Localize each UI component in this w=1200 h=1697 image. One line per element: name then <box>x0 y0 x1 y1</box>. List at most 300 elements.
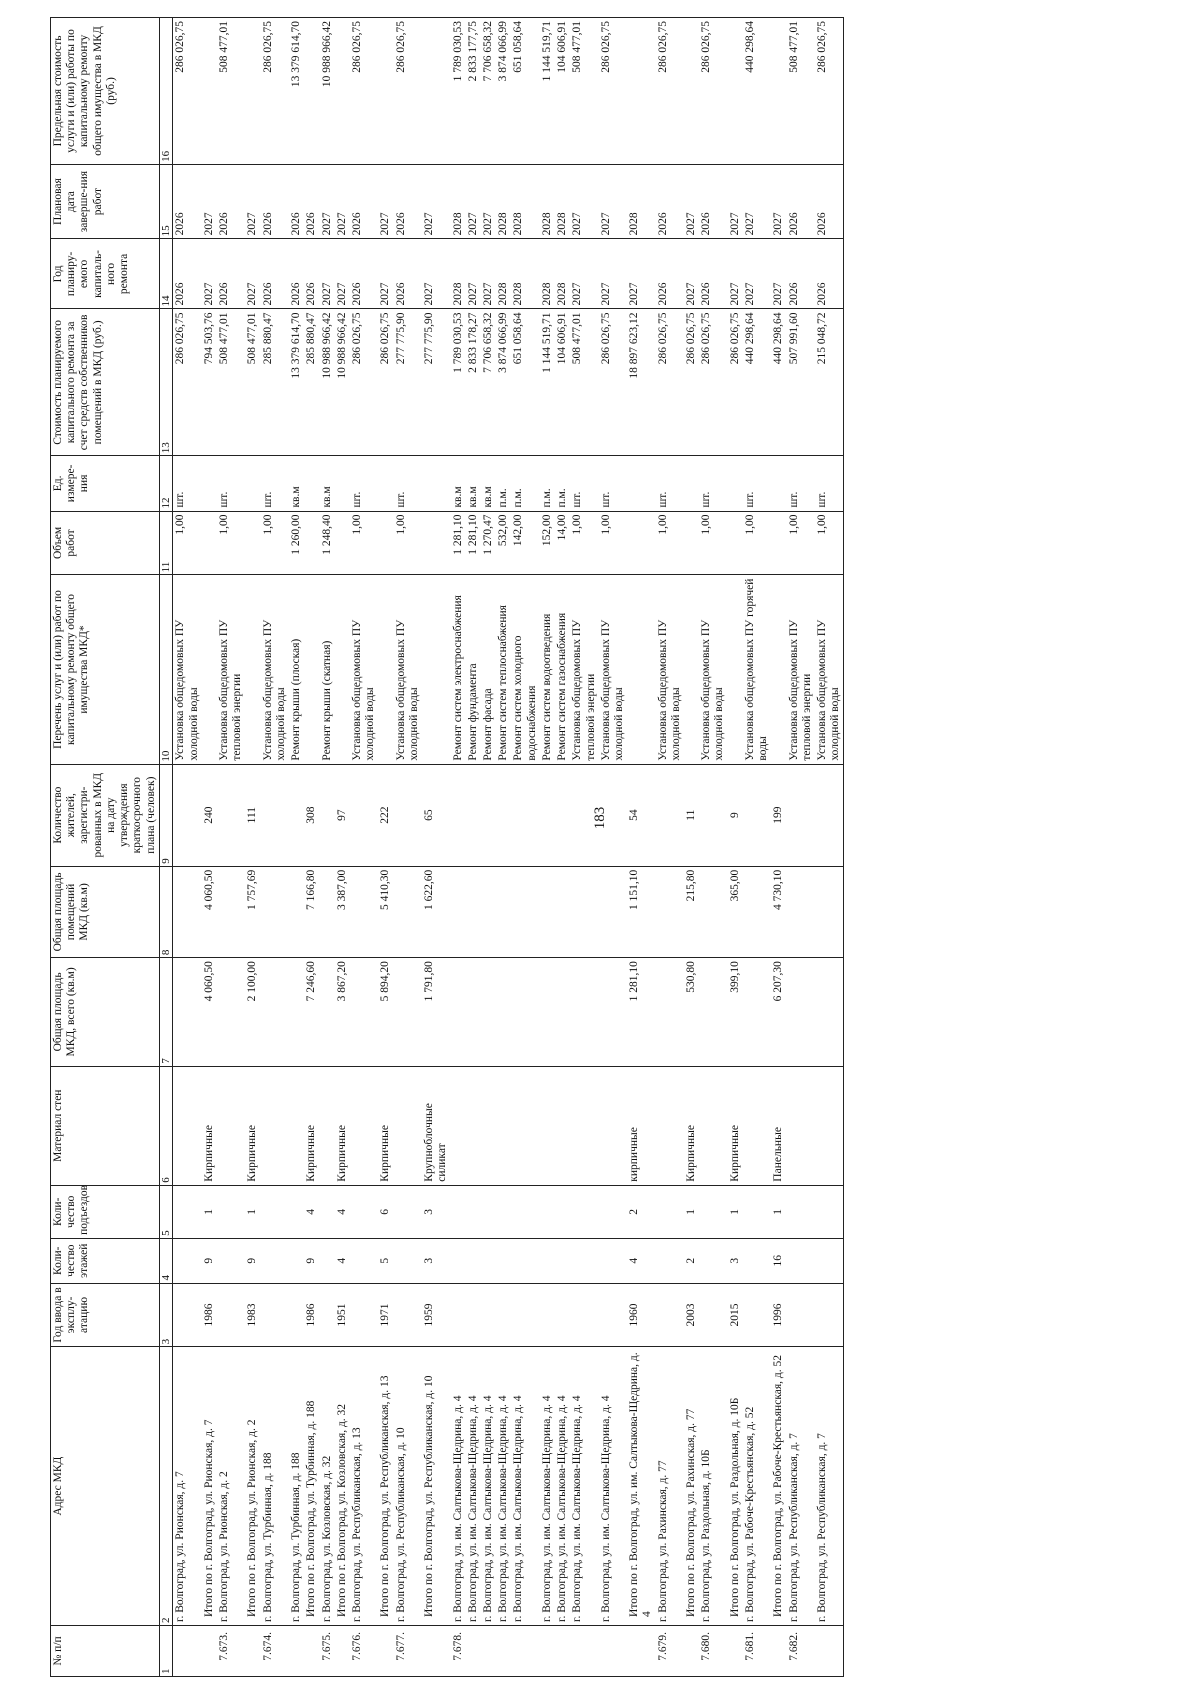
work-type-cell <box>335 575 350 764</box>
premises-area-cell: 1 151,10 <box>627 866 655 957</box>
wall-material-cell: Кирпичные <box>684 1066 699 1185</box>
premises-area-cell <box>743 866 771 957</box>
page-number: 183 <box>592 806 608 830</box>
residents-cell: 308 <box>304 764 319 866</box>
year-built-cell: 2015 <box>728 1283 743 1347</box>
address-cell: г. Волгоград, ул. Рионская, д. 7 <box>173 1347 202 1626</box>
table-row <box>350 18 378 1677</box>
planned-cost-cell: 10 988 966,42 <box>320 309 335 456</box>
limit-cost-cell <box>684 18 699 165</box>
total-area-cell <box>599 958 627 1066</box>
floors-cell <box>496 1238 511 1283</box>
premises-area-cell: 4 060,50 <box>202 866 217 957</box>
wall-material-cell <box>570 1066 598 1185</box>
floors-cell <box>540 1238 555 1283</box>
total-area-cell: 7 246,60 <box>304 958 319 1066</box>
completion-date-cell: 2026 <box>173 164 202 238</box>
wall-material-cell: Кирпичные <box>245 1066 260 1185</box>
address-cell: г. Волгоград, ул. Республиканская, д. 7 <box>787 1347 815 1626</box>
work-volume-cell: 1 281,10 <box>451 511 466 575</box>
year-built-cell <box>787 1283 815 1347</box>
entrances-cell <box>699 1185 727 1238</box>
floors-cell: 4 <box>335 1238 350 1283</box>
work-volume-cell: 1,00 <box>787 511 815 575</box>
header-cell: Материал стен <box>51 1066 160 1185</box>
entrances-cell: 2 <box>627 1185 655 1238</box>
row-number-cell: 7.680. <box>699 1625 727 1676</box>
column-number: 7 <box>159 958 173 1066</box>
premises-area-cell: 1 757,69 <box>245 866 260 957</box>
premises-area-cell <box>511 866 539 957</box>
total-area-cell: 4 060,50 <box>202 958 217 1066</box>
limit-cost-cell <box>202 18 217 165</box>
limit-cost-cell: 508 477,01 <box>787 18 815 165</box>
floors-cell: 16 <box>771 1238 786 1283</box>
address-cell: г. Волгоград, ул. им. Салтыкова-Щедрина, д. 4 <box>570 1347 598 1626</box>
address-cell: г. Волгоград, ул. Рахинская, д. 77 <box>656 1347 684 1626</box>
address-cell: Итого по г. Волгоград, ул. Рабоче-Крестьянская, д. 52 <box>771 1347 786 1626</box>
planned-year-cell: 2026 <box>699 239 727 309</box>
floors-cell <box>787 1238 815 1283</box>
wall-material-cell <box>787 1066 815 1185</box>
premises-area-cell <box>555 866 570 957</box>
completion-date-cell: 2026 <box>815 164 844 238</box>
work-type-cell <box>202 575 217 764</box>
year-built-cell <box>599 1283 627 1347</box>
total-row <box>627 18 655 1677</box>
work-volume-cell: 1 248,40 <box>320 511 335 575</box>
entrances-cell <box>289 1185 304 1238</box>
floors-cell: 3 <box>728 1238 743 1283</box>
work-volume-cell: 1,00 <box>261 511 289 575</box>
entrances-cell <box>570 1185 598 1238</box>
entrances-cell: 1 <box>245 1185 260 1238</box>
work-type-cell: Ремонт крыши (плоская) <box>289 575 304 764</box>
unit-cell: шт. <box>815 456 844 511</box>
floors-cell <box>815 1238 844 1283</box>
floors-cell <box>570 1238 598 1283</box>
year-built-cell <box>656 1283 684 1347</box>
column-number: 9 <box>159 764 173 866</box>
floors-cell: 9 <box>245 1238 260 1283</box>
premises-area-cell <box>261 866 289 957</box>
work-type-cell: Установка общедомовых ПУ холодной воды <box>815 575 844 764</box>
floors-cell <box>466 1238 481 1283</box>
row-number-cell <box>771 1625 786 1676</box>
column-number: 5 <box>159 1185 173 1238</box>
total-row <box>304 18 319 1677</box>
work-volume-cell <box>304 511 319 575</box>
wall-material-cell <box>261 1066 289 1185</box>
table-row <box>481 18 496 1677</box>
total-area-cell: 2 100,00 <box>245 958 260 1066</box>
column-number: 4 <box>159 1238 173 1283</box>
work-volume-cell: 1,00 <box>599 511 627 575</box>
header-cell: Перечень услуг и (или) работ по капитальному ремонту общего имущества МКД* <box>51 575 160 764</box>
total-area-cell <box>394 958 422 1066</box>
planned-cost-cell: 507 991,60 <box>787 309 815 456</box>
floors-cell: 9 <box>202 1238 217 1283</box>
work-volume-cell <box>771 511 786 575</box>
row-number-cell <box>378 1625 393 1676</box>
table-row <box>451 18 466 1677</box>
completion-date-cell: 2028 <box>627 164 655 238</box>
completion-date-cell: 2027 <box>728 164 743 238</box>
limit-cost-cell: 651 058,64 <box>511 18 539 165</box>
completion-date-cell: 2026 <box>304 164 319 238</box>
total-area-cell: 5 894,20 <box>378 958 393 1066</box>
work-volume-cell: 1,00 <box>217 511 245 575</box>
work-type-cell: Ремонт систем теплоснабжения <box>496 575 511 764</box>
work-volume-cell <box>245 511 260 575</box>
residents-cell <box>787 764 815 866</box>
wall-material-cell: Крупноблочные силикат <box>422 1066 450 1185</box>
floors-cell: 2 <box>684 1238 699 1283</box>
unit-cell <box>335 456 350 511</box>
unit-cell: кв.м <box>289 456 304 511</box>
year-built-cell <box>289 1283 304 1347</box>
planned-cost-cell: 508 477,01 <box>217 309 245 456</box>
limit-cost-cell <box>245 18 260 165</box>
planned-year-cell: 2026 <box>656 239 684 309</box>
planned-year-cell: 2026 <box>261 239 289 309</box>
residents-cell <box>350 764 378 866</box>
work-type-cell: Установка общедомовых ПУ холодной воды <box>599 575 627 764</box>
planned-year-cell: 2028 <box>511 239 539 309</box>
table-body <box>173 18 844 1677</box>
row-number-cell <box>511 1625 539 1676</box>
address-cell: Итого по г. Волгоград, ул. Турбинная, д. 188 <box>304 1347 319 1626</box>
planned-cost-cell: 13 379 614,70 <box>289 309 304 456</box>
residents-cell <box>815 764 844 866</box>
premises-area-cell <box>320 866 335 957</box>
floors-cell <box>511 1238 539 1283</box>
work-type-cell <box>245 575 260 764</box>
work-type-cell <box>728 575 743 764</box>
planned-cost-cell: 794 503,76 <box>202 309 217 456</box>
column-number: 15 <box>159 164 173 238</box>
limit-cost-cell <box>304 18 319 165</box>
wall-material-cell <box>540 1066 555 1185</box>
limit-cost-cell <box>378 18 393 165</box>
wall-material-cell <box>481 1066 496 1185</box>
total-area-cell: 1 791,80 <box>422 958 450 1066</box>
address-cell: г. Волгоград, ул. Рабоче-Крестьянская, д. 52 <box>743 1347 771 1626</box>
work-volume-cell: 152,00 <box>540 511 555 575</box>
floors-cell: 9 <box>304 1238 319 1283</box>
unit-cell: шт. <box>743 456 771 511</box>
residents-cell: 111 <box>245 764 260 866</box>
planned-cost-cell: 286 026,75 <box>350 309 378 456</box>
planned-cost-cell: 508 477,01 <box>245 309 260 456</box>
planned-cost-cell: 277 775,90 <box>422 309 450 456</box>
row-number-cell: 7.677. <box>394 1625 422 1676</box>
unit-cell: шт. <box>217 456 245 511</box>
year-built-cell <box>540 1283 555 1347</box>
address-cell: Итого по г. Волгоград, ул. Республиканская, д. 10 <box>422 1347 450 1626</box>
entrances-cell <box>599 1185 627 1238</box>
total-area-cell <box>656 958 684 1066</box>
planned-cost-cell: 18 897 623,12 <box>627 309 655 456</box>
planned-year-cell: 2027 <box>743 239 771 309</box>
total-area-cell <box>555 958 570 1066</box>
wall-material-cell <box>815 1066 844 1185</box>
year-built-cell <box>320 1283 335 1347</box>
column-number: 2 <box>159 1347 173 1626</box>
completion-date-cell: 2026 <box>787 164 815 238</box>
work-type-cell: Ремонт фундамента <box>466 575 481 764</box>
planned-year-cell: 2026 <box>173 239 202 309</box>
unit-cell: шт. <box>394 456 422 511</box>
address-cell: г. Волгоград, ул. им. Салтыкова-Щедрина, д. 4 <box>555 1347 570 1626</box>
total-area-cell <box>173 958 202 1066</box>
row-number-cell: 7.676. <box>350 1625 378 1676</box>
floors-cell <box>289 1238 304 1283</box>
work-volume-cell: 1,00 <box>350 511 378 575</box>
limit-cost-cell <box>422 18 450 165</box>
total-area-cell <box>451 958 466 1066</box>
floors-cell: 3 <box>422 1238 450 1283</box>
work-type-cell: Установка общедомовых ПУ холодной воды <box>173 575 202 764</box>
total-row <box>684 18 699 1677</box>
unit-cell: кв.м <box>451 456 466 511</box>
planned-year-cell: 2027 <box>422 239 450 309</box>
work-type-cell <box>684 575 699 764</box>
planned-cost-cell: 3 874 066,99 <box>496 309 511 456</box>
limit-cost-cell: 286 026,75 <box>656 18 684 165</box>
row-number-cell <box>599 1625 627 1676</box>
work-type-cell: Установка общедомовых ПУ горячей воды <box>743 575 771 764</box>
row-number-cell <box>815 1625 844 1676</box>
row-number-cell: 7.682. <box>787 1625 815 1676</box>
table-row <box>173 18 202 1677</box>
residents-cell: 199 <box>771 764 786 866</box>
residents-cell: 65 <box>422 764 450 866</box>
row-number-cell <box>289 1625 304 1676</box>
completion-date-cell: 2026 <box>217 164 245 238</box>
limit-cost-cell: 286 026,75 <box>350 18 378 165</box>
table-row <box>496 18 511 1677</box>
unit-cell <box>684 456 699 511</box>
total-area-cell <box>511 958 539 1066</box>
table-row <box>787 18 815 1677</box>
work-type-cell <box>771 575 786 764</box>
column-number: 16 <box>159 18 173 165</box>
address-cell: Итого по г. Волгоград, ул. Рионская, д. 2 <box>245 1347 260 1626</box>
column-number-row <box>159 18 173 1677</box>
work-volume-cell: 1 260,00 <box>289 511 304 575</box>
row-number-cell <box>335 1625 350 1676</box>
residents-cell <box>451 764 466 866</box>
wall-material-cell <box>699 1066 727 1185</box>
completion-date-cell: 2027 <box>202 164 217 238</box>
year-built-cell: 1986 <box>202 1283 217 1347</box>
premises-area-cell: 7 166,80 <box>304 866 319 957</box>
residents-cell: 9 <box>728 764 743 866</box>
premises-area-cell <box>350 866 378 957</box>
planned-cost-cell: 277 775,90 <box>394 309 422 456</box>
work-type-cell: Установка общедомовых ПУ холодной воды <box>699 575 727 764</box>
unit-cell: шт. <box>261 456 289 511</box>
total-area-cell: 399,10 <box>728 958 743 1066</box>
planned-cost-cell: 2 833 178,27 <box>466 309 481 456</box>
table-row <box>289 18 304 1677</box>
work-volume-cell <box>378 511 393 575</box>
header-cell: Общая площадь МКД, всего (кв.м) <box>51 958 160 1066</box>
residents-cell <box>173 764 202 866</box>
planned-year-cell: 2027 <box>466 239 481 309</box>
floors-cell <box>394 1238 422 1283</box>
year-built-cell: 1983 <box>245 1283 260 1347</box>
total-area-cell <box>350 958 378 1066</box>
total-area-cell <box>787 958 815 1066</box>
planned-year-cell: 2028 <box>496 239 511 309</box>
residents-cell: 54 <box>627 764 655 866</box>
completion-date-cell: 2028 <box>451 164 466 238</box>
column-number: 1 <box>159 1625 173 1676</box>
address-cell: г. Волгоград, ул. Республиканская, д. 10 <box>394 1347 422 1626</box>
limit-cost-cell: 3 874 066,99 <box>496 18 511 165</box>
year-built-cell: 1971 <box>378 1283 393 1347</box>
planned-cost-cell: 1 144 519,71 <box>540 309 555 456</box>
wall-material-cell <box>217 1066 245 1185</box>
unit-cell: п.м. <box>496 456 511 511</box>
work-volume-cell: 1,00 <box>815 511 844 575</box>
address-cell: г. Волгоград, ул. Рионская, д. 2 <box>217 1347 245 1626</box>
planned-cost-cell: 215 048,72 <box>815 309 844 456</box>
work-type-cell: Ремонт систем электроснабжения <box>451 575 466 764</box>
table-row <box>656 18 684 1677</box>
total-row <box>378 18 393 1677</box>
planned-year-cell: 2027 <box>320 239 335 309</box>
column-number: 13 <box>159 309 173 456</box>
completion-date-cell: 2028 <box>496 164 511 238</box>
limit-cost-cell: 2 833 177,75 <box>466 18 481 165</box>
unit-cell: п.м. <box>511 456 539 511</box>
work-volume-cell <box>422 511 450 575</box>
work-volume-cell: 1,00 <box>570 511 598 575</box>
address-cell: г. Волгоград, ул. Козловская, д. 32 <box>320 1347 335 1626</box>
table-row <box>261 18 289 1677</box>
planned-year-cell: 2028 <box>555 239 570 309</box>
work-type-cell: Установка общедомовых ПУ тепловой энергии <box>217 575 245 764</box>
planned-year-cell: 2027 <box>245 239 260 309</box>
total-row <box>771 18 786 1677</box>
header-cell: Стоимость планируемого капитального ремонта за счет средств собственников помещений в МКД (руб.) <box>51 309 160 456</box>
table-row <box>466 18 481 1677</box>
header-cell: Ед. измере-ния <box>51 456 160 511</box>
year-built-cell <box>451 1283 466 1347</box>
residents-cell <box>540 764 555 866</box>
year-built-cell: 1960 <box>627 1283 655 1347</box>
table-row <box>540 18 555 1677</box>
wall-material-cell: Кирпичные <box>304 1066 319 1185</box>
premises-area-cell: 215,80 <box>684 866 699 957</box>
wall-material-cell <box>466 1066 481 1185</box>
completion-date-cell: 2027 <box>570 164 598 238</box>
year-built-cell <box>555 1283 570 1347</box>
total-area-cell <box>496 958 511 1066</box>
floors-cell <box>481 1238 496 1283</box>
limit-cost-cell: 508 477,01 <box>217 18 245 165</box>
planned-cost-cell: 286 026,75 <box>684 309 699 456</box>
work-volume-cell: 532,00 <box>496 511 511 575</box>
floors-cell <box>451 1238 466 1283</box>
header-row <box>51 18 160 1677</box>
total-area-cell: 6 207,30 <box>771 958 786 1066</box>
planned-cost-cell: 7 706 658,32 <box>481 309 496 456</box>
work-type-cell <box>378 575 393 764</box>
completion-date-cell: 2026 <box>656 164 684 238</box>
row-number-cell <box>496 1625 511 1676</box>
planned-year-cell: 2028 <box>451 239 466 309</box>
unit-cell: п.м. <box>555 456 570 511</box>
total-area-cell <box>320 958 335 1066</box>
limit-cost-cell: 286 026,75 <box>173 18 202 165</box>
planned-cost-cell: 285 880,47 <box>261 309 289 456</box>
premises-area-cell <box>173 866 202 957</box>
year-built-cell <box>217 1283 245 1347</box>
premises-area-cell <box>570 866 598 957</box>
row-number-cell <box>627 1625 655 1676</box>
entrances-cell <box>466 1185 481 1238</box>
work-type-cell: Установка общедомовых ПУ холодной воды <box>394 575 422 764</box>
address-cell: Итого по г. Волгоград, ул. Козловская, д. 32 <box>335 1347 350 1626</box>
floors-cell <box>350 1238 378 1283</box>
address-cell: г. Волгоград, ул. им. Салтыкова-Щедрина, д. 4 <box>496 1347 511 1626</box>
completion-date-cell: 2026 <box>699 164 727 238</box>
table-row <box>599 18 627 1677</box>
wall-material-cell <box>599 1066 627 1185</box>
limit-cost-cell: 286 026,75 <box>815 18 844 165</box>
unit-cell <box>245 456 260 511</box>
premises-area-cell <box>451 866 466 957</box>
unit-cell: шт. <box>173 456 202 511</box>
year-built-cell <box>350 1283 378 1347</box>
entrances-cell <box>815 1185 844 1238</box>
residents-cell <box>394 764 422 866</box>
column-number: 14 <box>159 239 173 309</box>
year-built-cell <box>481 1283 496 1347</box>
completion-date-cell: 2027 <box>481 164 496 238</box>
table-row <box>570 18 598 1677</box>
year-built-cell <box>815 1283 844 1347</box>
entrances-cell <box>743 1185 771 1238</box>
residents-cell: 240 <box>202 764 217 866</box>
wall-material-cell <box>350 1066 378 1185</box>
planned-year-cell: 2026 <box>394 239 422 309</box>
year-built-cell: 1951 <box>335 1283 350 1347</box>
completion-date-cell: 2027 <box>422 164 450 238</box>
work-volume-cell <box>684 511 699 575</box>
address-cell: г. Волгоград, ул. им. Салтыкова-Щедрина, д. 4 <box>466 1347 481 1626</box>
work-type-cell <box>304 575 319 764</box>
planned-year-cell: 2027 <box>335 239 350 309</box>
year-built-cell <box>699 1283 727 1347</box>
planned-year-cell: 2026 <box>350 239 378 309</box>
work-volume-cell <box>728 511 743 575</box>
premises-area-cell <box>540 866 555 957</box>
total-row <box>245 18 260 1677</box>
planned-cost-cell: 286 026,75 <box>599 309 627 456</box>
planned-year-cell: 2026 <box>815 239 844 309</box>
wall-material-cell <box>555 1066 570 1185</box>
wall-material-cell <box>743 1066 771 1185</box>
planned-year-cell: 2027 <box>378 239 393 309</box>
year-built-cell <box>394 1283 422 1347</box>
entrances-cell: 6 <box>378 1185 393 1238</box>
work-volume-cell <box>627 511 655 575</box>
